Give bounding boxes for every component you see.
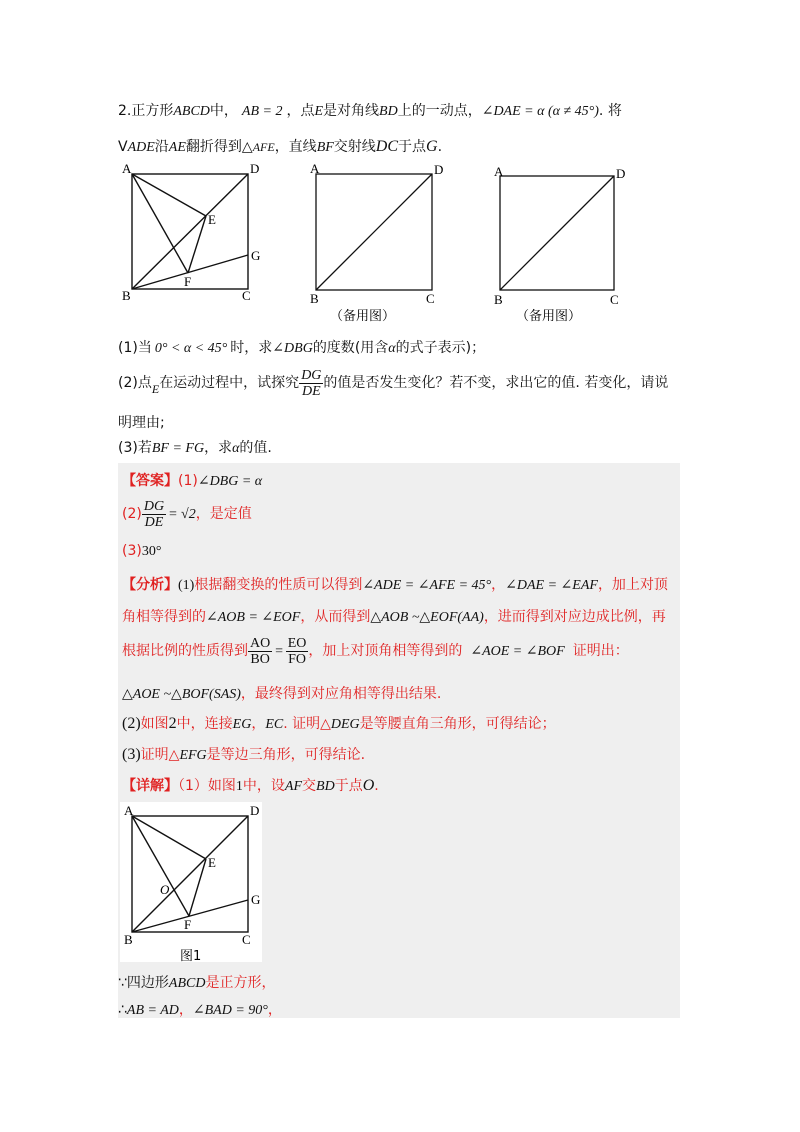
fraction-dg-de (142, 499, 166, 530)
math: AE (168, 140, 186, 155)
math: E (151, 382, 160, 396)
label-E: E (208, 212, 216, 227)
text: 2.正方形 (118, 103, 174, 119)
label-A: A (310, 161, 320, 176)
spare-figure-2 (490, 162, 640, 325)
numerator: EO (287, 635, 307, 651)
detail-tag: 【详解】 (122, 778, 178, 794)
text: (1)当 (118, 340, 152, 356)
label-E: E (208, 855, 216, 870)
question-1 (118, 337, 485, 357)
math: G (426, 138, 438, 155)
label-D: D (250, 161, 260, 176)
denominator: FO (288, 651, 306, 667)
text: 的值. (239, 440, 272, 456)
text: . 将 (598, 103, 622, 119)
math: AB = 2 (241, 104, 283, 119)
text: ，从而得到 (300, 609, 371, 625)
analysis-tag: 【分析】 (122, 577, 178, 593)
label-D: D (434, 162, 444, 177)
text: ，加上对顶角相等得到的 (308, 643, 463, 659)
math: ABCD (173, 104, 210, 119)
math: △AOB ~△EOF(AA) (370, 610, 484, 625)
spare-figure-1 (304, 160, 454, 325)
text: （1）如图 (178, 778, 236, 794)
answer-line-2 (122, 497, 252, 532)
analysis-line-1 (122, 574, 668, 594)
answer-line-1 (122, 470, 262, 490)
math: ∠DBG (272, 341, 313, 356)
math: △AOE ~△BOF(SAS) (122, 687, 241, 702)
question-2 (118, 366, 668, 406)
text: 根据比例的性质得到 (122, 643, 248, 659)
text: . (437, 139, 443, 155)
math: EC (265, 717, 284, 732)
label-D: D (250, 803, 260, 818)
math: E (314, 104, 324, 119)
text: 的式子表示)； (395, 340, 486, 356)
text: 中，连接 (176, 716, 233, 732)
math: EFG (179, 748, 207, 763)
detail-line-1 (122, 775, 379, 795)
text: 于点 (398, 139, 427, 155)
label-C: C (610, 292, 619, 307)
text: 的值是否发生变化？若不变，求出它的值 (323, 375, 576, 391)
math: DEG (330, 717, 360, 732)
spare-caption: （备用图） (516, 309, 582, 324)
text: ， (178, 1002, 193, 1018)
fraction-eo-fo (286, 636, 309, 667)
math: BF = FG (151, 441, 205, 456)
text: 沿 (154, 139, 169, 155)
text: V (118, 139, 128, 155)
detail-line-3 (118, 999, 282, 1019)
label-A: A (122, 161, 132, 176)
text: 证明出： (572, 643, 629, 659)
math: O (362, 777, 375, 794)
text: (3) (122, 543, 142, 559)
question-2-cont: 明理由; (118, 415, 165, 431)
text: . 若变化，请说 (575, 375, 669, 391)
math: α (388, 341, 396, 356)
denominator: DE (144, 514, 164, 530)
text: 证明△ (140, 747, 180, 763)
text: ， (251, 716, 266, 732)
figure-1-caption: 图1 (180, 949, 202, 964)
text: 时，求 (230, 340, 273, 356)
label-C: C (242, 932, 251, 947)
text: 是等腰直角三角形，可得结论； (359, 716, 556, 732)
text: 是对角线 (323, 103, 380, 119)
figure-1 (120, 802, 265, 967)
math: = (274, 644, 284, 659)
problem-line-1 (118, 100, 622, 120)
text: 翻折得到△ (185, 139, 253, 155)
text: ，最终得到对应角相等得出结果. (240, 686, 442, 702)
math: = √2 (168, 507, 196, 522)
label-O: O (160, 882, 170, 897)
math: AFE (252, 140, 275, 154)
text: 在运动过程中，试探究 (159, 375, 300, 391)
math: ADE (127, 140, 155, 155)
math: BF (316, 140, 334, 155)
math: AB = AD (126, 1003, 179, 1018)
label-B: B (494, 292, 503, 307)
numerator: DG (143, 498, 165, 514)
text: (2) (122, 506, 142, 522)
answer-tag: 【答案】 (122, 473, 178, 489)
math: 2 (168, 715, 177, 732)
text: 上的一动点， (397, 103, 482, 119)
label-A: A (494, 164, 504, 179)
math: 0° < α < 45° (154, 341, 228, 356)
analysis-line-2 (122, 606, 666, 626)
text: (3)若 (118, 440, 152, 456)
label-B: B (124, 932, 133, 947)
label-B: B (310, 291, 319, 306)
analysis-line-3 (122, 634, 629, 669)
text: 交 (302, 778, 317, 794)
text: ，进而得到对应边成比例，再 (483, 609, 666, 625)
text: 中， (209, 103, 238, 119)
math: ∠AOB = ∠EOF (206, 610, 301, 625)
math: (3) (122, 746, 141, 763)
math: ∠BAD = 90° (192, 1003, 268, 1018)
answer-line-3 (122, 543, 161, 560)
math: ∠ADE = ∠AFE = 45° (362, 578, 492, 593)
text: 中，设 (242, 778, 285, 794)
text: 的度数 (312, 340, 355, 356)
text: ， (491, 577, 506, 593)
analysis-line-4 (122, 683, 441, 703)
label-C: C (426, 291, 435, 306)
math: (2) (122, 715, 141, 732)
denominator: BO (250, 651, 270, 667)
math: ∠DAE = ∠EAF (505, 578, 598, 593)
text: . 证明△ (283, 716, 331, 732)
label-A: A (124, 803, 134, 818)
text: 交射线 (333, 139, 376, 155)
text: ，点 (286, 103, 315, 119)
text: ，直线 (274, 139, 317, 155)
math: 1 (235, 779, 243, 794)
fraction-dg-de (299, 368, 323, 399)
math: DC (375, 138, 399, 155)
math: ∠DAE = α (α ≠ 45°) (481, 104, 599, 119)
label-B: B (122, 288, 131, 303)
question-3 (118, 437, 272, 457)
text: 于点 (334, 778, 363, 794)
text: 是正方形， (205, 975, 276, 991)
spare-caption: （备用图） (330, 309, 396, 324)
text: 角相等得到的 (122, 609, 206, 625)
denominator: DE (301, 383, 321, 399)
text: (1) (178, 473, 198, 489)
math: BD (379, 104, 398, 119)
text: 是等边三角形，可得结论. (206, 747, 366, 763)
math: ∠DBG = α (197, 474, 263, 489)
label-F: F (184, 917, 192, 932)
math: 30° (141, 544, 162, 559)
label-F: F (184, 274, 192, 289)
math: EG (232, 717, 252, 732)
math: (1) (178, 578, 195, 593)
label-D: D (616, 166, 626, 181)
text: . (374, 778, 379, 794)
label-C: C (242, 288, 251, 303)
text: ∴ (118, 1002, 127, 1018)
text: (2)点 (118, 375, 152, 391)
text: (用含 (354, 340, 389, 356)
main-figure (118, 160, 268, 305)
text: 根据翻变换的性质可以得到 (194, 577, 363, 593)
label-G: G (251, 248, 261, 263)
numerator: AO (250, 635, 271, 651)
text: ∵四边形 (118, 975, 169, 991)
text: ，加上对顶 (597, 577, 668, 593)
problem-line-2 (118, 136, 442, 156)
math: BD (316, 779, 335, 794)
text: ， (267, 1002, 282, 1018)
text: ，是定值 (195, 506, 252, 522)
analysis-line-6 (122, 744, 365, 764)
detail-line-2 (118, 972, 275, 992)
text: 如图 (140, 716, 169, 732)
analysis-line-5 (122, 713, 556, 733)
math: AF (284, 779, 303, 794)
math: α (232, 441, 240, 456)
math: ABCD (168, 976, 206, 991)
text: ，求 (204, 440, 233, 456)
label-G: G (251, 892, 261, 907)
numerator: DG (301, 367, 322, 383)
fraction-ao-bo (248, 636, 272, 667)
math: ∠AOE = ∠BOF (470, 644, 565, 659)
